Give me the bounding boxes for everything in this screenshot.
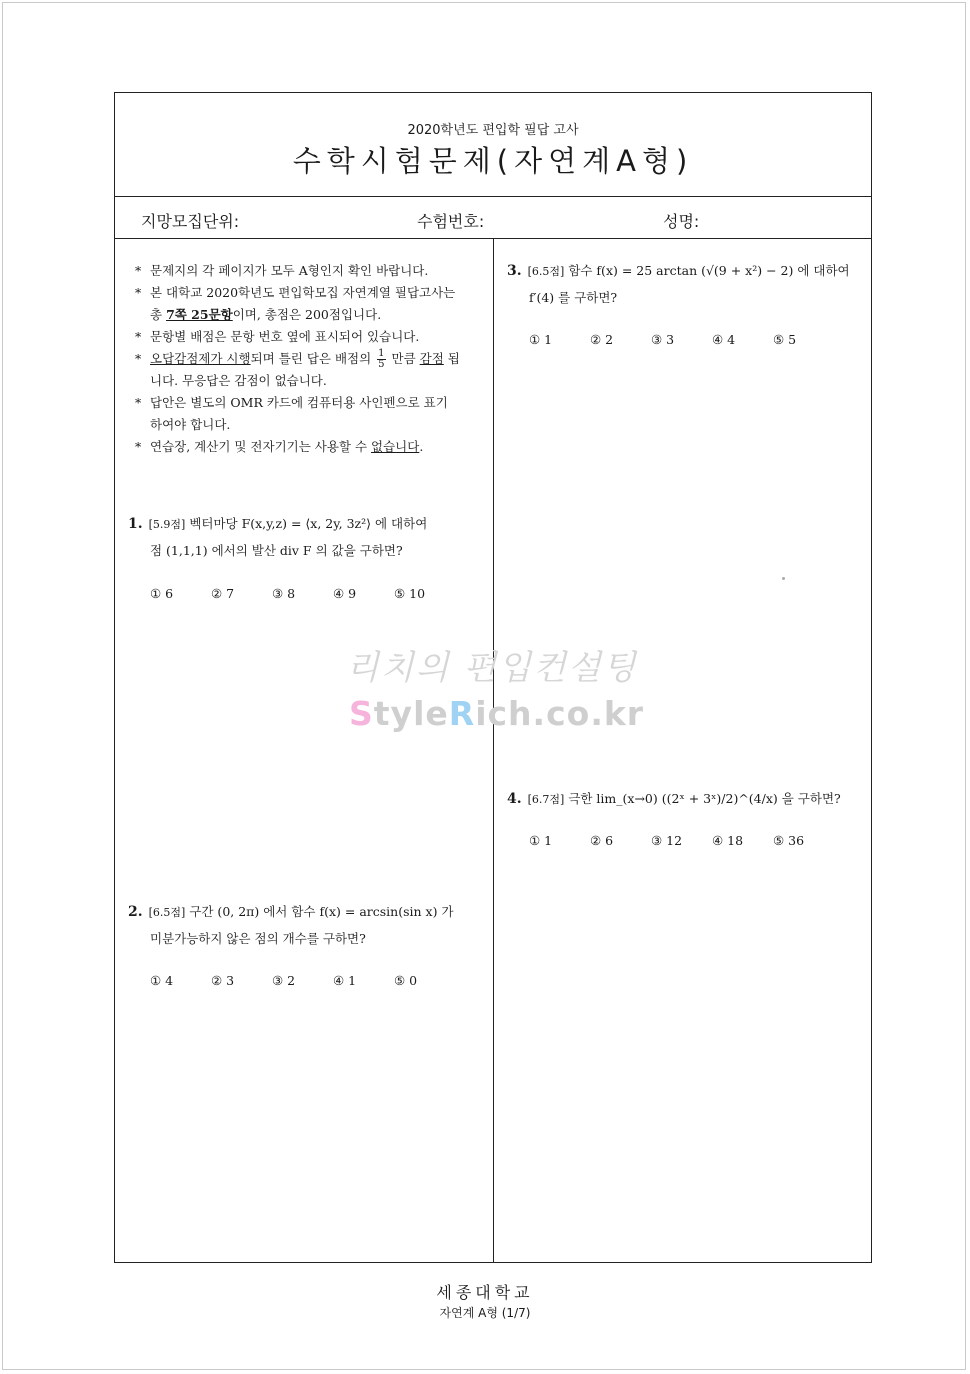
note-item: * 문제지의 각 페이지가 모두 A형인지 확인 바랍니다. [135, 260, 485, 282]
choice: ④ 9 [333, 586, 357, 601]
choice: ⑤ 0 [394, 973, 418, 988]
question-number: 1. [128, 516, 143, 532]
choice: ① 1 [529, 833, 553, 848]
question-number: 3. [507, 263, 522, 279]
question-number: 2. [128, 904, 143, 920]
question-text: 극한 lim_(x→0) ((2ˣ + 3ˣ)/2)^(4/x) 을 구하면? [568, 791, 841, 806]
question-text: 점 (1,1,1) 에서의 발산 div F 의 값을 구하면? [150, 543, 403, 558]
choice: ④ 1 [333, 973, 357, 988]
choice: ① 6 [150, 586, 174, 601]
choice: ⑤ 5 [773, 332, 797, 347]
question-1 [128, 510, 427, 564]
choice: ② 7 [211, 586, 235, 601]
note-item: * 본 대학교 2020학년도 편입학모집 자연계열 필답고사는 총 7쪽 25문항이며, 총점은 200점입니다. [135, 282, 485, 326]
note-text: 답안은 별도의 OMR 카드에 컴퓨터용 사인펜으로 표기 하여야 합니다. [150, 395, 448, 432]
footer-page-label: 자연계 A형 (1/7) [439, 1306, 531, 1320]
note-text: 본 대학교 2020학년도 편입학모집 자연계열 필답고사는 총 7쪽 25문항이며, 총점은 200점입니다. [150, 285, 456, 322]
choice: ④ 18 [712, 833, 744, 848]
note-text: 문항별 배점은 문항 번호 옆에 표시되어 있습니다. [150, 329, 420, 344]
column-divider [493, 239, 494, 1262]
answer-choices-3 [529, 332, 834, 347]
question-text: 구간 (0, 2π) 에서 함수 f(x) = arcsin(sin x) 가 [189, 904, 454, 919]
question-2 [128, 898, 454, 952]
note-item: * 연습장, 계산기 및 전자기기는 사용할 수 없습니다. [135, 436, 485, 458]
choice: ① 4 [150, 973, 174, 988]
instructions [135, 260, 485, 458]
choice: ⑤ 36 [773, 833, 805, 848]
choice: ② 2 [590, 332, 614, 347]
note-item: * 답안은 별도의 OMR 카드에 컴퓨터용 사인펜으로 표기 하여야 합니다. [135, 392, 485, 436]
question-text: 함수 f(x) = 25 arctan (√(9 + x²) − 2) 에 대하여 [568, 263, 850, 278]
exam-number-label: 수험번호: [417, 212, 485, 231]
choice: ⑤ 10 [394, 586, 426, 601]
question-text: 미분가능하지 않은 점의 개수를 구하면? [150, 931, 366, 946]
answer-choices-2 [150, 973, 455, 988]
question-3 [507, 257, 850, 311]
exam-header [115, 93, 871, 197]
question-number: 4. [507, 791, 522, 807]
scan-speck [782, 577, 785, 580]
watermark-text: 리치의 편입컨설팅 [346, 648, 638, 688]
choice: ② 6 [590, 833, 614, 848]
choice: ① 1 [529, 332, 553, 347]
note-text: 문제지의 각 페이지가 모두 A형인지 확인 바랍니다. [150, 263, 429, 278]
fraction: $\frac{1}{5}$ [378, 348, 385, 370]
watermark-url: StyleRich.co.kr [349, 694, 645, 733]
question-text: f′(4) 를 구하면? [529, 290, 618, 305]
candidate-info-row [115, 197, 871, 239]
choice: ④ 4 [712, 332, 736, 347]
note-text: 오답감점제가 시행되며 틀린 답은 배점의 $\frac{1}{5}$ 만큼 감점 됩 니다. 무응답은 감점이 없습니다. [150, 348, 460, 388]
question-points: [6.5점] [148, 906, 186, 919]
choice: ③ 8 [272, 586, 296, 601]
footer-university: 세종대학교 [436, 1283, 534, 1302]
choice: ③ 2 [272, 973, 296, 988]
choice: ③ 3 [651, 332, 675, 347]
question-points: [6.7점] [527, 793, 565, 806]
answer-choices-4 [529, 833, 834, 848]
choice: ③ 12 [651, 833, 683, 848]
note-item: * 문항별 배점은 문항 번호 옆에 표시되어 있습니다. [135, 326, 485, 348]
question-points: [5.9점] [148, 518, 186, 531]
exam-subtitle: 2020학년도 편입학 필답 고사 [407, 123, 579, 138]
note-text: 연습장, 계산기 및 전자기기는 사용할 수 없습니다. [150, 439, 424, 454]
question-4 [507, 785, 841, 812]
choice: ② 3 [211, 973, 235, 988]
question-text: 벡터마당 F(x,y,z) = ⟨x, 2y, 3z²⟩ 에 대하여 [189, 516, 428, 531]
answer-choices-1 [150, 586, 455, 601]
question-points: [6.5점] [527, 265, 565, 278]
name-label: 성명: [663, 212, 700, 231]
unit-label: 지망모집단위: [141, 212, 240, 231]
exam-title: 수학시험문제(자연계A형) [292, 144, 694, 178]
note-item: * 오답감점제가 시행되며 틀린 답은 배점의 $\frac{1}{5}$ 만큼 감점 됩 니다. 무응답은 감점이 없습니다. [135, 348, 485, 392]
